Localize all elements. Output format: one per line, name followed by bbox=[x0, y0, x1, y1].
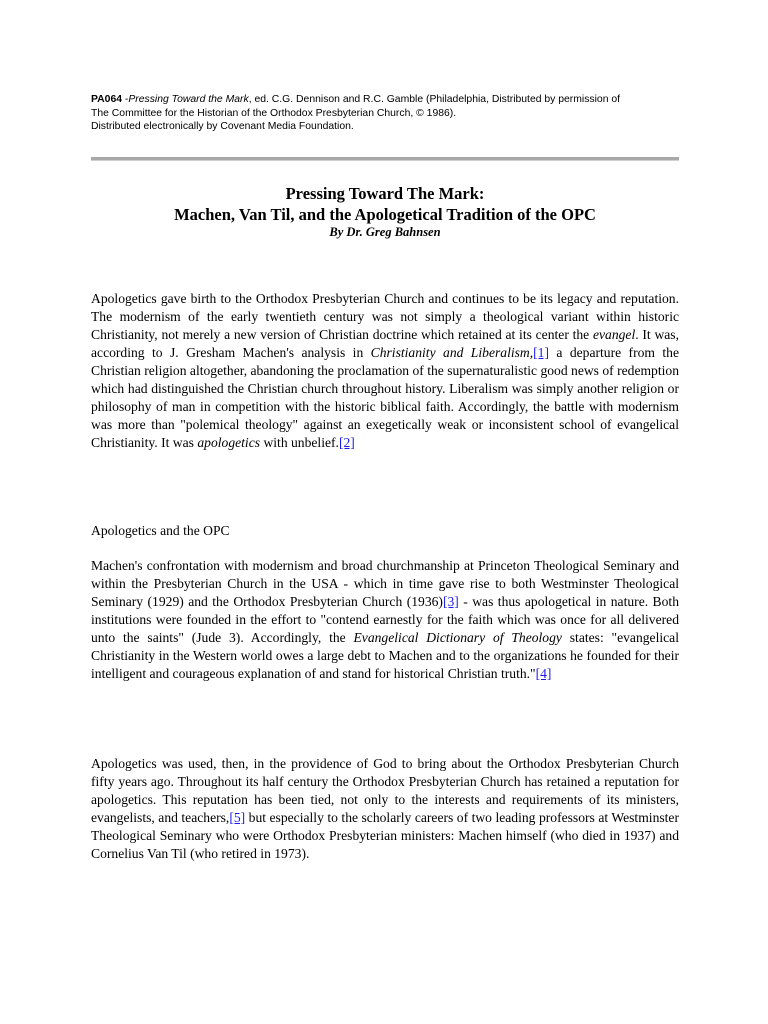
horizontal-rule bbox=[91, 157, 679, 161]
text-span: Apologetics gave birth to the Orthodox Presbyterian Church and continues to be its legacy and reputation. The modernism of the early twentieth century was not simply a theological variant within historic Christianity, not merely a new version of Christian doctrine which retained at its center the bbox=[91, 291, 679, 342]
footnote-link-1[interactable]: [1] bbox=[533, 345, 549, 360]
text-span: Machen's confrontation with modernism and broad churchmanship at Princeton Theological Seminary and within the Presbyterian Church in the USA - which in time gave rise to both Westminster Theological Seminary (1929) and the Orthodox Presbyterian Church (1936) bbox=[91, 558, 679, 609]
header-line-3: Distributed electronically by Covenant Media Foundation. bbox=[91, 121, 354, 132]
header-line-1-rest: , ed. C.G. Dennison and R.C. Gamble (Philadelphia, Distributed by permission of bbox=[248, 94, 621, 105]
italic-text: apologetics bbox=[197, 435, 261, 450]
text-span: - was thus apologetical in nature. Both institutions were founded in the effort to "contend earnestly for the faith which was once for all delivered unto the saints" (Jude 3). Accordingly, the bbox=[91, 594, 679, 645]
footnote-link-4[interactable]: [4] bbox=[535, 666, 552, 681]
italic-text: evangel bbox=[592, 327, 636, 342]
document-header bbox=[91, 93, 691, 134]
text-span: but especially to the scholarly careers of two leading professors at Westminster Theological Seminary who were Orthodox Presbyterian ministers: Machen himself (who died in 1937) and Cornelius Van Til (who retired in 1973). bbox=[91, 810, 679, 861]
page-title: Pressing Toward The Mark: bbox=[285, 184, 485, 203]
text-span: states: "evangelical Christianity in the Western world owes a large debt to Machen and to the organizations he founded for their intelligent and courageous explanation of and stand for historical Christian truth." bbox=[91, 630, 679, 681]
header-line-1 bbox=[91, 93, 691, 107]
document-code: PA064 bbox=[91, 94, 122, 105]
footnote-link-3[interactable]: [3] bbox=[442, 594, 459, 609]
header-line-2: The Committee for the Historian of the Orthodox Presbyterian Church, © 1986). bbox=[91, 107, 457, 119]
paragraph-1 bbox=[91, 290, 679, 452]
section-heading: Apologetics and the OPC bbox=[91, 523, 230, 538]
paragraph-2 bbox=[91, 557, 679, 683]
text-span: Apologetics was used, then, in the providence of God to bring about the Orthodox Presbyterian Church fifty years ago. Throughout its half century the Orthodox Presbyterian Church has retained a reputation for apologetics. This reputation has been tied, not only to the interests and requirements of its ministers, evangelists, and teachers, bbox=[91, 756, 679, 825]
text-span: . It was, according to J. Gresham Machen's analysis in bbox=[91, 327, 679, 360]
footnote-link-5[interactable]: [5] bbox=[229, 810, 246, 825]
header-separator: - bbox=[122, 94, 129, 105]
page-subtitle: Machen, Van Til, and the Apologetical Tradition of the OPC bbox=[174, 205, 596, 224]
book-title: Pressing Toward the Mark bbox=[128, 94, 249, 105]
byline: By Dr. Greg Bahnsen bbox=[329, 225, 441, 239]
italic-text: Evangelical Dictionary of Theology bbox=[353, 630, 562, 645]
footnote-link-2[interactable]: [2] bbox=[338, 435, 355, 450]
text-span: with unbelief. bbox=[260, 435, 339, 450]
paragraph-3 bbox=[91, 755, 679, 863]
italic-text: Christianity and Liberalism, bbox=[370, 345, 534, 360]
text-span: a departure from the Christian religion altogether, abandoning the proclamation of the supernaturalistic good news of redemption which had distinguished the Christian church throughout history. Liberalism was simply another religion or philosophy of man in competition with the historic biblical faith. Accordingly, the battle with modernism was more than "polemical theology" against an exegetically weak or inconsistent school of evangelical Christianity. It was bbox=[91, 345, 679, 450]
